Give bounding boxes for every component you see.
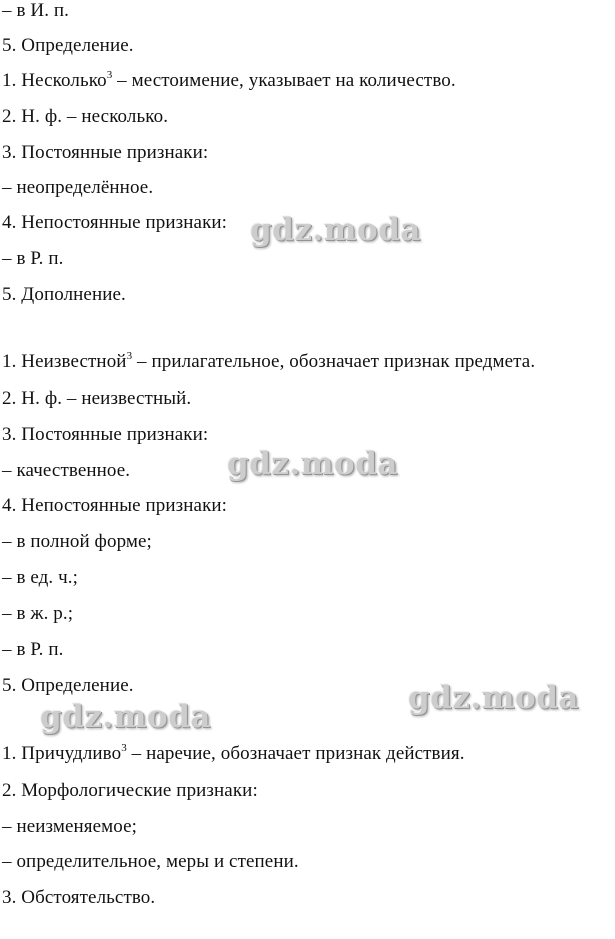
text-fragment: – прилагательное, обозначает признак предмета. <box>132 351 536 372</box>
text-line: 3. Постоянные признаки: <box>2 424 209 445</box>
text-line: – неопределённое. <box>2 177 154 198</box>
text-line: 3. Обстоятельство. <box>2 887 156 908</box>
text-line: – в полной форме; <box>2 531 152 552</box>
text-line: 4. Непостоянные признаки: <box>2 212 228 233</box>
watermark-logo: gdz.moda <box>227 446 398 482</box>
watermark-logo: gdz.moda <box>250 212 421 248</box>
text-line <box>2 351 535 373</box>
text-fragment: – наречие, обозначает признак действия. <box>126 743 465 764</box>
word-prichudlivo: 1. Причудливо <box>2 743 122 764</box>
footnote-marker: 3 <box>106 68 113 81</box>
text-line: – определительное, меры и степени. <box>2 851 299 872</box>
text-line: – в ж. р.; <box>2 603 74 624</box>
text-line: 5. Определение. <box>2 675 134 696</box>
text-line: 2. Н. ф. – несколько. <box>2 106 169 127</box>
text-line: 5. Дополнение. <box>2 284 126 305</box>
text-line: – в ед. ч.; <box>2 567 79 588</box>
word-neizvestnoy: 1. Неизвестной <box>2 351 127 372</box>
text-line: – в Р. п. <box>2 639 64 660</box>
text-line: 2. Морфологические признаки: <box>2 780 258 801</box>
watermark-logo: gdz.moda <box>40 699 211 735</box>
text-fragment: – местоимение, указывает на количество. <box>112 70 456 91</box>
text-line: 5. Определение. <box>2 35 134 56</box>
text-line <box>2 743 465 765</box>
text-line: – в Р. п. <box>2 248 64 269</box>
text-line: 2. Н. ф. – неизвестный. <box>2 388 192 409</box>
word-nesколько: 1. Несколько <box>2 70 107 91</box>
text-line: – неизменяемое; <box>2 816 138 837</box>
watermark-logo: gdz.moda <box>408 680 579 716</box>
text-line: – качественное. <box>2 460 131 481</box>
footnote-marker: 3 <box>121 741 127 754</box>
text-line <box>2 70 456 92</box>
text-line: 4. Непостоянные признаки: <box>2 495 228 516</box>
footnote-marker: 3 <box>126 349 133 362</box>
text-line: 3. Постоянные признаки: <box>2 142 209 163</box>
text-line: – в И. п. <box>2 0 70 21</box>
